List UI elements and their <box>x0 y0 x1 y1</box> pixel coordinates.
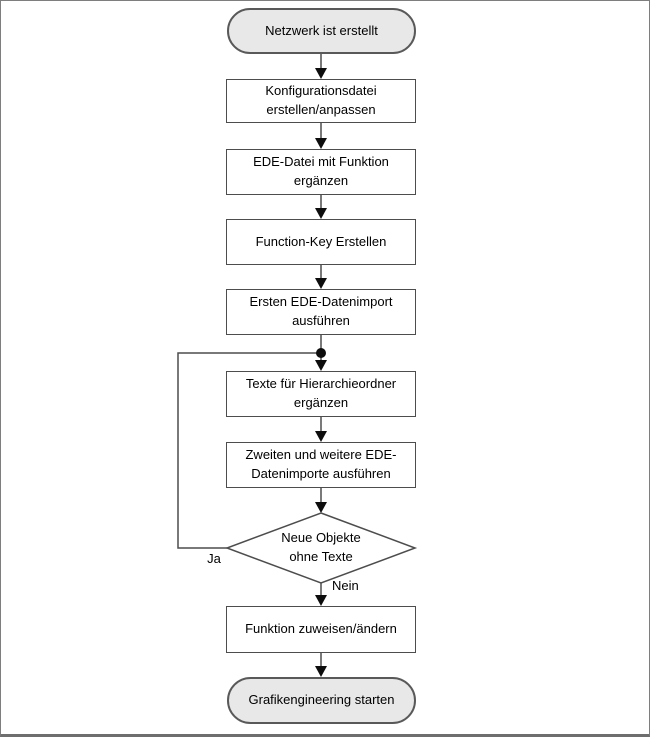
arrowhead-into-decision <box>315 502 327 513</box>
arrowhead-into-end <box>315 666 327 677</box>
edge-label-nein: Nein <box>332 578 359 593</box>
process-erster-datenimport-label: Ersten EDE-Datenimport ausführen <box>249 294 393 328</box>
process-weitere-datenimporte-label: Zweiten und weitere EDE-Datenimporte ausführen <box>245 447 397 481</box>
arrowhead-into-step4 <box>315 278 327 289</box>
process-funktion-zuweisen-label: Funktion zuweisen/ändern <box>245 621 397 637</box>
process-konfigurationsdatei-label: Konfigurationsdatei erstellen/anpassen <box>265 83 377 117</box>
process-function-key <box>226 219 416 265</box>
terminator-end-label: Grafikengineering starten <box>248 692 395 708</box>
decision-neue-objekte-label: Neue Objekte ohne Texte <box>281 530 361 564</box>
edge-label-ja: Ja <box>207 551 221 566</box>
arrowhead-into-step2 <box>315 138 327 149</box>
process-function-key-label: Function-Key Erstellen <box>255 233 387 249</box>
process-funktion-zuweisen <box>226 606 416 653</box>
process-texte-hierarchieordner <box>226 371 416 417</box>
process-konfigurationsdatei <box>226 79 416 123</box>
process-erster-datenimport <box>226 289 416 335</box>
process-weitere-datenimporte <box>226 442 416 488</box>
process-ede-datei-funktion <box>226 149 416 195</box>
process-ede-datei-funktion-label: EDE-Datei mit Funktion ergänzen <box>253 154 389 188</box>
arrowhead-into-step7 <box>315 595 327 606</box>
arrowhead-into-step5 <box>315 360 327 371</box>
junction-dot <box>316 348 326 358</box>
terminator-end <box>227 677 416 724</box>
process-texte-hierarchieordner-label: Texte für Hierarchieordner ergänzen <box>245 376 397 410</box>
arrowhead-into-step1 <box>315 68 327 79</box>
arrowhead-into-step6 <box>315 431 327 442</box>
terminator-start <box>227 8 416 54</box>
arrowhead-into-step3 <box>315 208 327 219</box>
terminator-start-label: Netzwerk ist erstellt <box>265 22 378 38</box>
